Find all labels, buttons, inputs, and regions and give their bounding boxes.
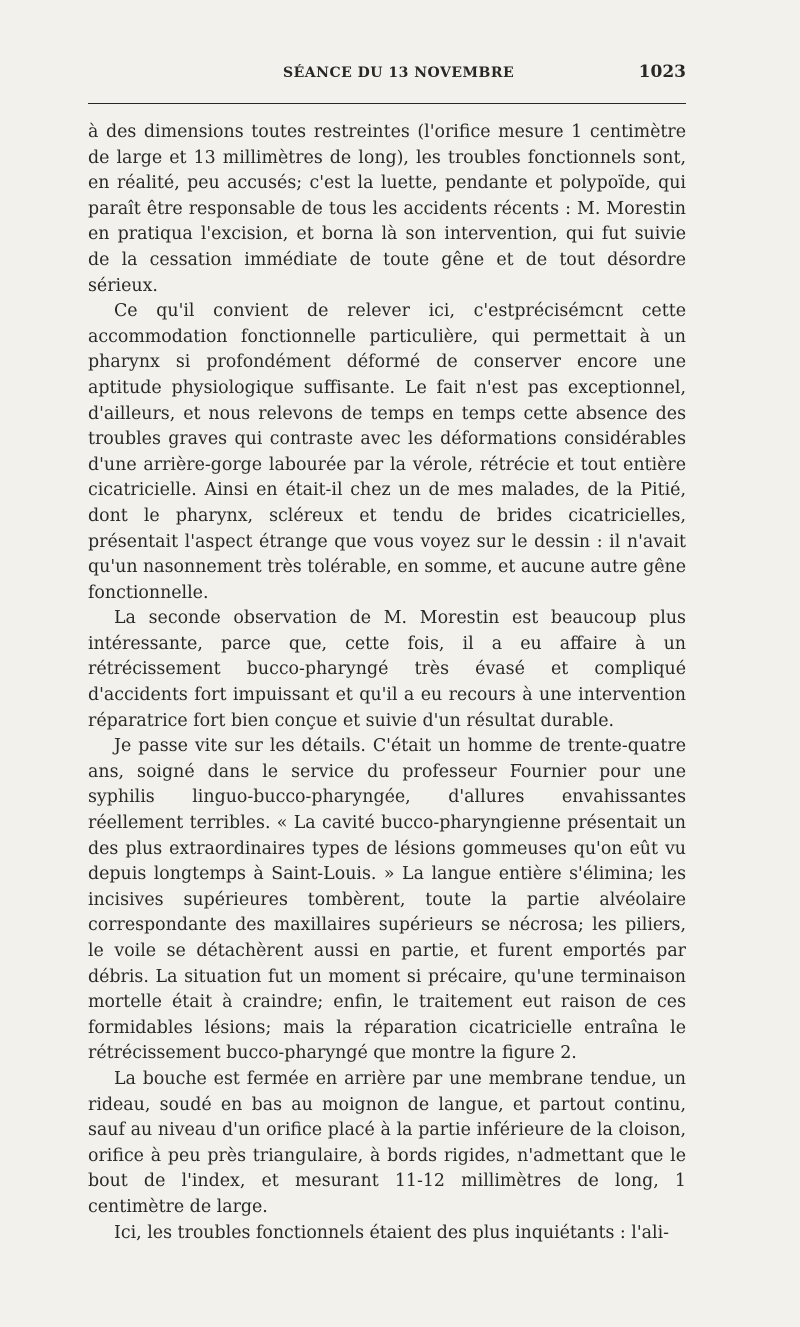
running-title: SÉANCE DU 13 NOVEMBRE <box>283 65 515 81</box>
paragraph: Je passe vite sur les détails. C'était un homme de trente-quatre ans, soigné dans le service du professeur Fournier pour une syphilis linguo-bucco-pharyngée, d'allures envahissantes réellement terribles. « La cavité bucco-pharyngienne présentait un des plus extraordinaires types de lésions gommeuses qu'on eût vu depuis longtemps à Saint-Louis. » La langue entière s'élimina; les incisives supérieures tombèrent, toute la partie alvéolaire correspondante des maxillaires supérieurs se nécrosa; les piliers, le voile se détachèrent aussi en partie, et furent emportés par débris. La situation fut un moment si précaire, qu'une terminaison mortelle était à craindre; enfin, le traitement eut raison de ces formidables lésions; mais la réparation cicatricielle entraîna le rétrécissement bucco-pharyngé que montre la figure 2. <box>88 736 686 1064</box>
body-text <box>88 120 686 1246</box>
page-header <box>88 60 686 90</box>
paragraph: Ici, les troubles fonctionnels étaient des plus inquiétants : l'ali- <box>114 1222 670 1243</box>
paragraph: La seconde observation de M. Morestin est beaucoup plus intéressante, parce que, cette fois, il a eu affaire à un rétrécissement bucco-pharyngé très évasé et compliqué d'accidents fort impuissant et qu'il a eu recours à une intervention réparatrice fort bien conçue et suivie d'un résultat durable. <box>88 608 686 731</box>
paragraph: Ce qu'il convient de relever ici, c'estprécisémcnt cette accommodation fonctionnelle particulière, qui permettait à un pharynx si profondément déformé de conserver encore une aptitude physiologique suffisante. Le fait n'est pas exceptionnel, d'ailleurs, et nous relevons de temps en temps cette absence des troubles graves qui contraste avec les déformations considérables d'une arrière-gorge labourée par la vérole, rétrécie et tout entière cicatricielle. Ainsi en était-il chez un de mes malades, de la Pitié, dont le pharynx, scléreux et tendu de brides cicatricielles, présentait l'aspect étrange que vous voyez sur le dessin : il n'avait qu'un nasonnement très tolérable, en somme, et aucune autre gêne fonctionnelle. <box>88 301 686 603</box>
header-rule <box>88 103 686 104</box>
paragraph: La bouche est fermée en arrière par une membrane tendue, un rideau, soudé en bas au moignon de langue, et partout continu, sauf au niveau d'un orifice placé à la partie inférieure de la cloison, orifice à peu près triangulaire, à bords rigides, n'admettant que le bout de l'index, et mesurant 11-12 millimètres de long, 1 centimètre de large. <box>88 1068 686 1217</box>
page-number: 1023 <box>638 62 686 82</box>
paragraph: à des dimensions toutes restreintes (l'orifice mesure 1 centimètre de large et 13 millimètres de long), les troubles fonctionnels sont, en réalité, peu accusés; c'est la luette, pendante et polypoïde, qui paraît être responsable de tous les accidents récents : M. Morestin en pratiqua l'excision, et borna là son intervention, qui fut suivie de la cessation immédiate de toute gêne et de tout désordre sérieux. <box>88 122 686 296</box>
